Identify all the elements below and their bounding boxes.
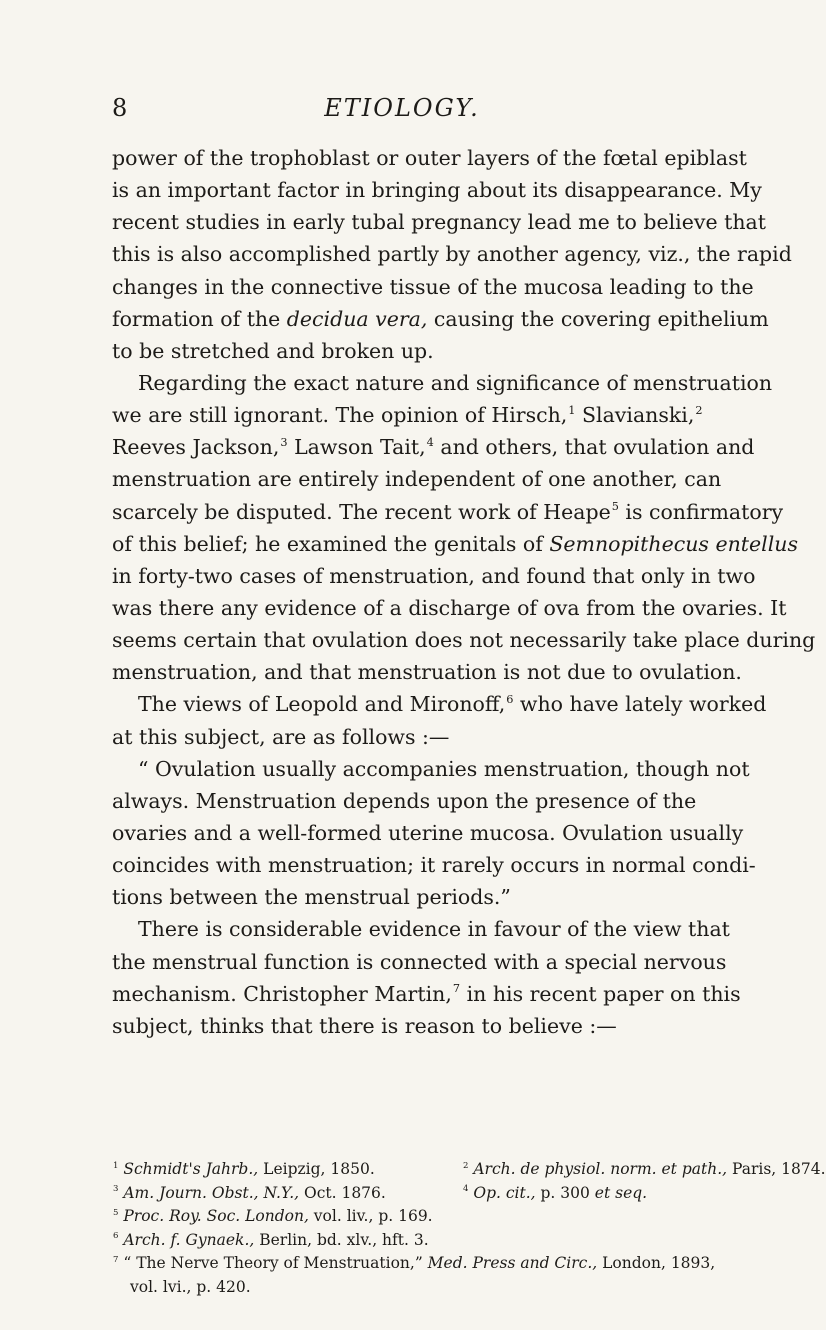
text-line: coincides with menstruation; it rarely occurs in normal condi- [112, 853, 756, 878]
text-run: The views of Leopold and Mironoff, [138, 692, 506, 717]
footnote-source: Proc. Roy. Soc. London, [123, 1207, 309, 1226]
footnote-source: Arch. de physiol. norm. et path., [473, 1160, 728, 1178]
footnote-ref[interactable]: 1 [568, 403, 576, 417]
footnote-line: vol. lvi., p. 420. [130, 1277, 251, 1296]
text-line: “ Ovulation usually accompanies menstruation, though not [138, 756, 750, 781]
footnote-number: 6 [113, 1231, 119, 1242]
footnote-ref[interactable]: 6 [506, 692, 514, 706]
footnote-ref[interactable]: 3 [280, 435, 288, 449]
footnote-line [112, 1205, 696, 1229]
text-line: is an important factor in bringing about its disappearance. My [112, 178, 762, 203]
text-line [112, 303, 769, 335]
text-line [112, 978, 741, 1010]
text-run: who have lately worked [513, 692, 767, 717]
text-line: the menstrual function is connected with a special nervous [112, 949, 727, 974]
footnote-source: Schmidt's Jahrb., [123, 1160, 259, 1178]
footnote-number: 1 [113, 1160, 119, 1171]
text-line: changes in the connective tissue of the mucosa leading to the [112, 274, 754, 299]
page-number: 8 [112, 94, 128, 122]
italic-term: Semnopithecus entellus [549, 531, 799, 556]
text-line: Regarding the exact nature and significance of menstruation [138, 370, 773, 395]
text-line [112, 496, 784, 528]
text-line: at this subject, are as follows :— [112, 724, 450, 749]
footnote-text: Oct. 1876. [299, 1183, 386, 1202]
text-line [112, 399, 703, 431]
footnote-text: Paris, 1874. [727, 1160, 826, 1178]
footnote-number: 2 [463, 1160, 469, 1171]
footnote-number: 7 [113, 1254, 119, 1265]
text-line: in forty-two cases of menstruation, and found that only in two [112, 563, 756, 588]
footnote-source: Am. Journ. Obst., N.Y., [123, 1183, 300, 1202]
footnote-text: London, 1893, [597, 1254, 716, 1273]
text-line: recent studies in early tubal pregnancy lead me to believe that [112, 210, 766, 235]
footnote-source: Op. cit., [473, 1183, 536, 1202]
footnote-line [112, 1252, 716, 1276]
footnote-source: Med. Press and Circ., [427, 1254, 598, 1273]
text-line: There is considerable evidence in favour of the view that [138, 917, 730, 942]
footnote-ref[interactable]: 5 [611, 500, 619, 514]
footnote-text: p. 300 [535, 1183, 595, 1202]
text-line: to be stretched and broken up. [112, 338, 434, 363]
footnote-number: 4 [463, 1184, 469, 1195]
text-run: and others, that ovulation and [433, 435, 755, 460]
footnote-text: Berlin, bd. xlv., hft. 3. [254, 1230, 429, 1249]
text-line: menstruation, and that menstruation is not due to ovulation. [112, 660, 742, 685]
text-line [112, 688, 767, 720]
footnote-ref[interactable]: 2 [695, 403, 703, 417]
text-run: formation of the [112, 306, 287, 331]
text-run: Lawson Tait, [287, 435, 426, 460]
text-line: this is also accomplished partly by another agency, viz., the rapid [112, 242, 792, 267]
text-run: causing the covering epithelium [427, 306, 769, 331]
text-line: subject, thinks that there is reason to believe :— [112, 1013, 617, 1038]
text-run: Slavianski, [575, 403, 695, 428]
footnote-text: vol. liv., p. 169. [308, 1207, 433, 1226]
footnote-number: 3 [113, 1184, 119, 1195]
text-run: in his recent paper on this [460, 981, 741, 1006]
footnote-source: Arch. f. Gynaek., [123, 1230, 255, 1249]
footnote-line [112, 1158, 826, 1182]
text-line [112, 528, 799, 560]
text-line: power of the trophoblast or outer layers of the fœtal epiblast [112, 146, 747, 170]
running-head: ETIOLOGY. [324, 94, 480, 122]
footnote-text: “ The Nerve Theory of Menstruation,” [123, 1254, 428, 1273]
footnote-text: Leipzig, 1850. [258, 1160, 375, 1178]
page-header [112, 94, 692, 134]
text-line: seems certain that ovulation does not necessarily take place during [112, 628, 816, 653]
footnote-number: 5 [113, 1207, 119, 1218]
text-line [112, 431, 755, 463]
body-text [112, 142, 816, 1042]
footnote-line [112, 1182, 696, 1206]
text-run: we are still ignorant. The opinion of Hirsch, [112, 403, 568, 428]
text-run: mechanism. Christopher Martin, [112, 981, 452, 1006]
text-line: tions between the menstrual periods.” [112, 885, 511, 910]
text-run: scarcely be disputed. The recent work of Heape [112, 499, 611, 524]
footnotes [112, 1158, 826, 1300]
footnote-line [112, 1229, 696, 1253]
footnote-source: et seq. [594, 1183, 648, 1202]
text-run: of this belief; he examined the genitals of [112, 531, 550, 556]
text-run: is confirmatory [618, 499, 784, 524]
footnote-ref[interactable]: 4 [426, 435, 434, 449]
text-line: always. Menstruation depends upon the presence of the [112, 788, 697, 813]
text-line: was there any evidence of a discharge of ova from the ovaries. It [112, 595, 787, 620]
text-line: menstruation are entirely independent of one another, can [112, 467, 722, 492]
text-run: Reeves Jackson, [112, 435, 280, 460]
footnote-ref[interactable]: 7 [452, 982, 461, 996]
text-line: ovaries and a well-formed uterine mucosa. Ovulation usually [112, 820, 744, 845]
italic-term: decidua vera, [286, 306, 428, 331]
